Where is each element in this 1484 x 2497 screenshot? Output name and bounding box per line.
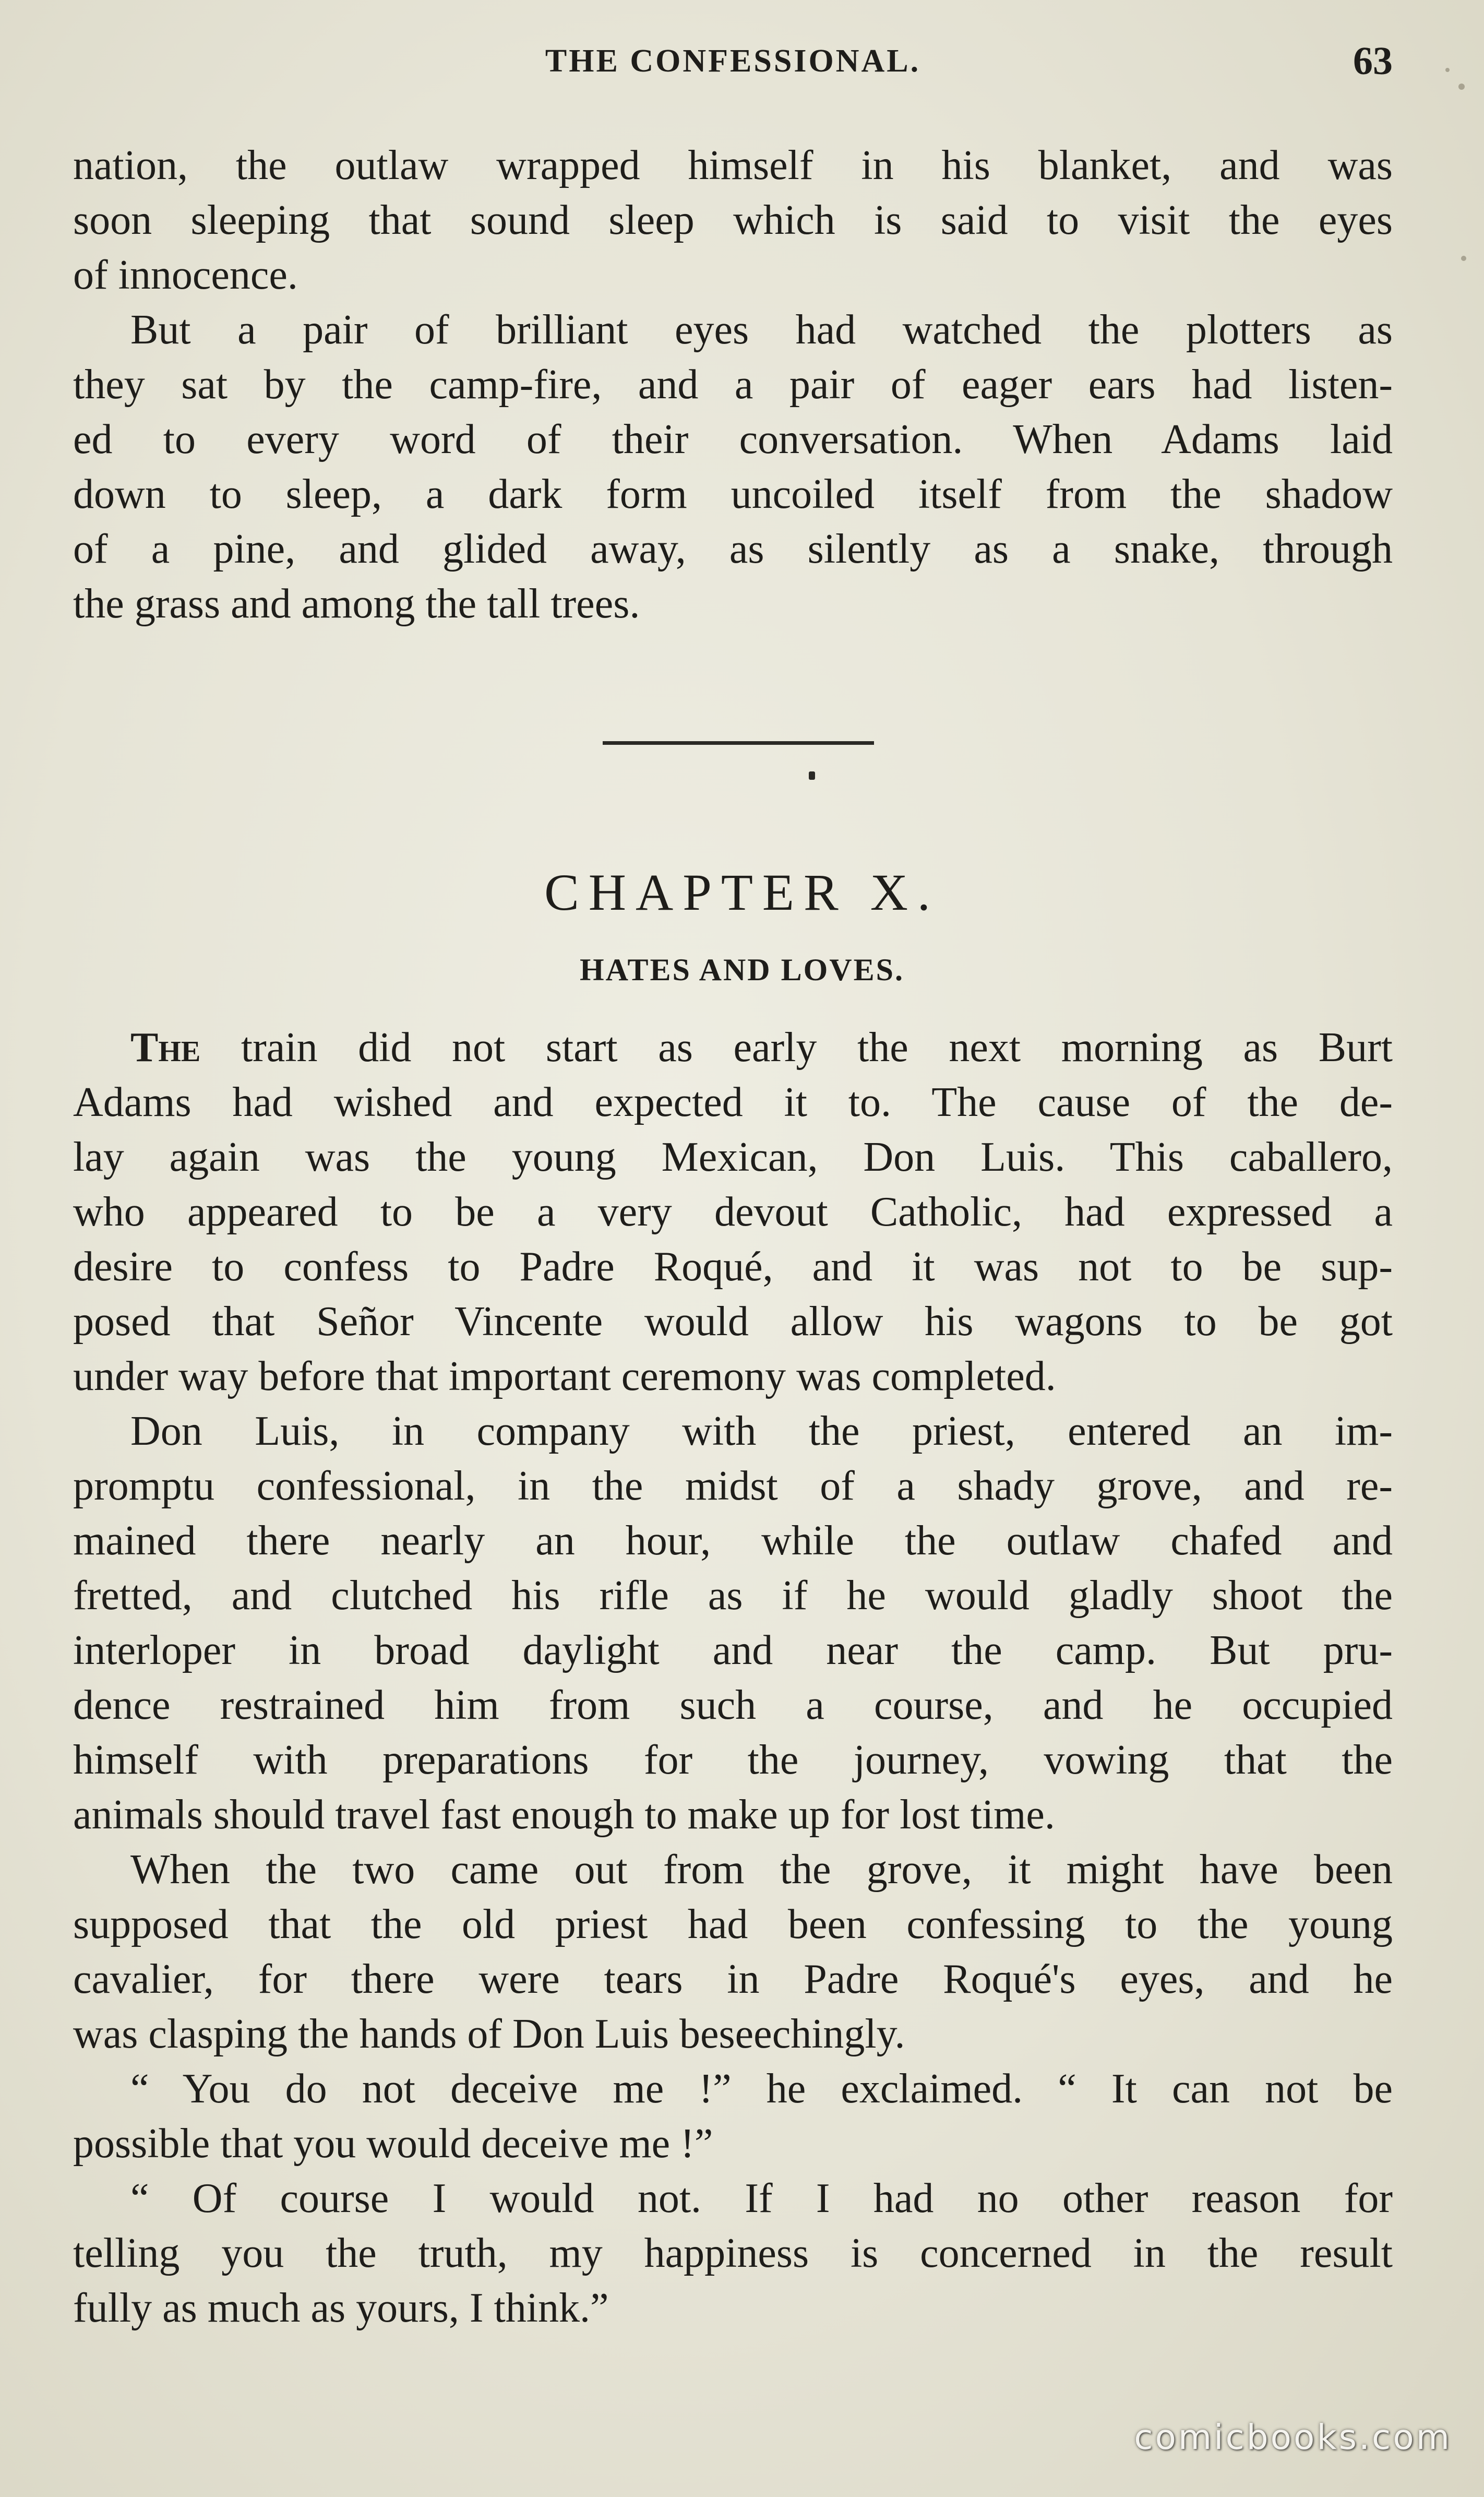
text-line: down to sleep, a dark form uncoiled itself from the shadow — [73, 471, 1393, 517]
paragraph — [73, 1842, 1393, 2062]
text-line: the grass and among the tall trees. — [73, 581, 640, 627]
text-line: telling you the truth, my happiness is concerned in the result — [73, 2230, 1393, 2276]
continued-text — [73, 138, 1393, 632]
text-line: dence restrained him from such a course, and he occupied — [73, 1682, 1393, 1728]
page-number: 63 — [1353, 39, 1393, 83]
text-line: mained there nearly an hour, while the outlaw chafed and — [73, 1518, 1393, 1564]
text-line: fretted, and clutched his rifle as if he would gladly shoot the — [73, 1573, 1393, 1619]
text-line: “ Of course I would not. If I had no other reason for — [130, 2175, 1393, 2221]
text-line: ed to every word of their conversation. When Adams laid — [73, 417, 1393, 462]
text-line: who appeared to be a very devout Catholic, had expressed a — [73, 1189, 1393, 1235]
text-line: interloper in broad daylight and near the camp. But pru- — [73, 1627, 1393, 1673]
paragraph — [73, 1020, 1393, 1404]
text-line: of innocence. — [73, 252, 298, 298]
paragraph — [73, 1404, 1393, 1842]
running-head — [73, 32, 1393, 90]
text-line: was clasping the hands of Don Luis beseechingly. — [73, 2011, 905, 2057]
text-line: nation, the outlaw wrapped himself in his blanket, and was — [73, 142, 1393, 188]
divider-dot — [809, 771, 815, 780]
chapter-subtitle: HATES AND LOVES. — [579, 953, 905, 987]
paragraph — [73, 303, 1393, 632]
paragraph — [73, 2171, 1393, 2336]
text-line — [73, 1020, 1393, 1075]
text-line: supposed that the old priest had been confessing to the young — [73, 1901, 1393, 1947]
chapter-text — [73, 1020, 1393, 2336]
text-line: But a pair of brilliant eyes had watched the plotters as — [130, 307, 1393, 353]
text-line: possible that you would deceive me !” — [73, 2121, 713, 2167]
paragraph — [73, 2062, 1393, 2171]
text-line: himself with preparations for the journey, vowing that the — [73, 1737, 1393, 1783]
text-line: promptu confessional, in the midst of a shady grove, and re- — [73, 1463, 1393, 1509]
chapter-heading: CHAPTER X. — [544, 863, 940, 921]
text-fragment: train did not start as early the next morning as Burt — [200, 1025, 1393, 1071]
text-line: lay again was the young Mexican, Don Luis. This caballero, — [73, 1134, 1393, 1180]
text-line: Adams had wished and expected it to. The cause of the de- — [73, 1079, 1393, 1125]
text-line: of a pine, and glided away, as silently as a snake, through — [73, 526, 1393, 572]
drop-word: The — [130, 1025, 201, 1071]
text-line: desire to confess to Padre Roqué, and it was not to be sup- — [73, 1244, 1393, 1290]
text-line: When the two came out from the grove, it might have been — [130, 1847, 1393, 1893]
text-line: soon sleeping that sound sleep which is said to visit the eyes — [73, 197, 1393, 243]
text-line: Don Luis, in company with the priest, entered an im- — [130, 1408, 1393, 1454]
text-line: fully as much as yours, I think.” — [73, 2285, 609, 2331]
section-divider-rule — [603, 741, 874, 745]
paragraph — [73, 138, 1393, 303]
watermark: comicbooks.com — [1134, 2417, 1452, 2457]
running-title: THE CONFESSIONAL. — [545, 43, 921, 79]
paper-spot — [1445, 68, 1450, 72]
text-line: “ You do not deceive me !” he exclaimed. “ It can not be — [130, 2066, 1393, 2112]
text-line: they sat by the camp-fire, and a pair of eager ears had listen- — [73, 362, 1393, 408]
paper-spot — [1458, 84, 1465, 90]
text-line: cavalier, for there were tears in Padre Roqué's eyes, and he — [73, 1956, 1393, 2002]
text-line: under way before that important ceremony was completed. — [73, 1353, 1056, 1399]
text-line: posed that Señor Vincente would allow his wagons to be got — [73, 1299, 1393, 1345]
paper-spot — [1461, 256, 1466, 261]
text-line: animals should travel fast enough to make up for lost time. — [73, 1792, 1055, 1838]
